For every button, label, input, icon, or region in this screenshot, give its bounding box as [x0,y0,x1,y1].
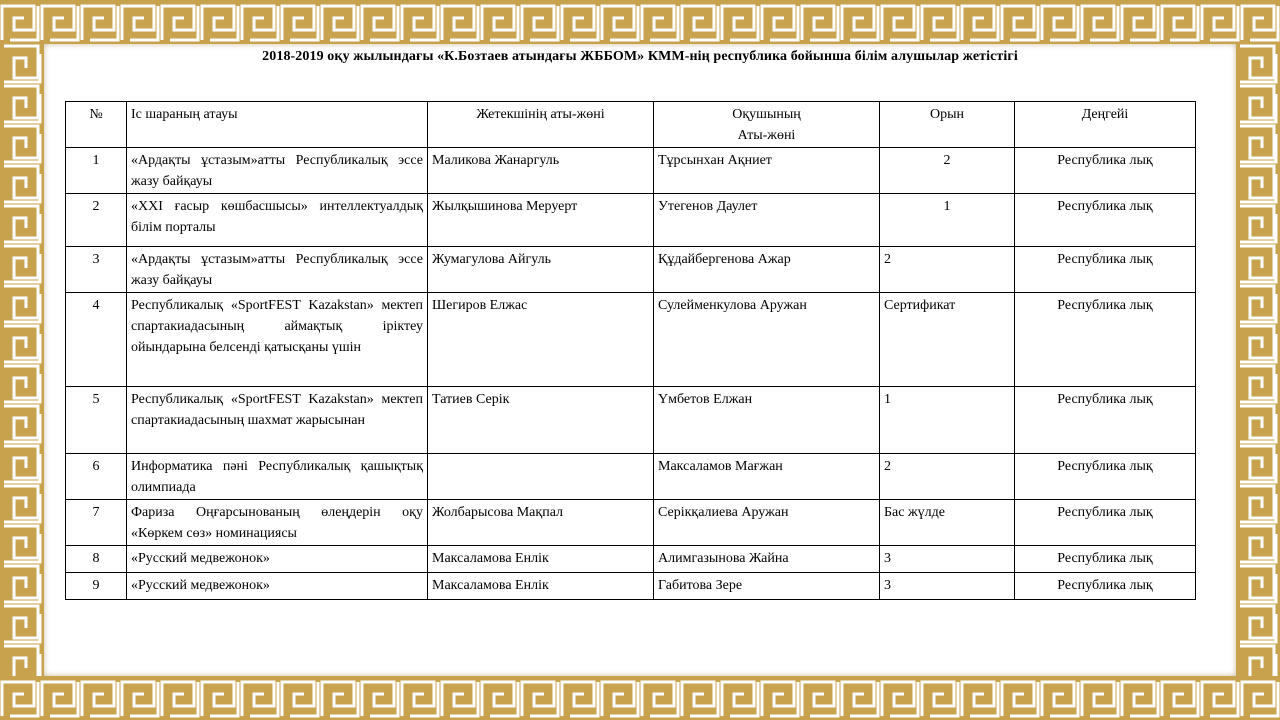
row-leader: Шегиров Елжас [428,293,654,387]
row-leader: Жылқышинова Меруерт [428,194,654,247]
row-leader: Максаламова Енлік [428,573,654,600]
page-title: 2018-2019 оқу жылындағы «К.Бозтаев атындағы ЖББОМ» КММ-нің республика бойынша білім алушылар жетістігі [262,49,1018,64]
table-row [66,194,1196,247]
row-number: 2 [66,194,127,247]
greek-key-border-icon [1236,44,1280,676]
row-number: 8 [66,546,127,573]
header-student-line1: Оқушының [732,107,801,122]
row-level: Республика лық [1015,148,1196,194]
row-number: 9 [66,573,127,600]
row-event: Фариза Оңғарсынованың өлеңдерін оқу «Көркем сөз» номинациясы [127,500,428,546]
row-event: «Русский медвежонок» [127,573,428,600]
row-number: 3 [66,247,127,293]
row-place: 2 [880,454,1015,500]
row-student: Сулейменкулова Аружан [654,293,880,387]
table-row [66,454,1196,500]
table-row [66,293,1196,387]
header-num: № [66,102,127,148]
row-place: Сертификат [880,293,1015,387]
row-event: «Русский медвежонок» [127,546,428,573]
border-left [0,44,44,676]
row-event: Информатика пәні Республикалық қашықтық олимпиада [127,454,428,500]
row-leader [428,454,654,500]
row-student: Құдайбергенова Ажар [654,247,880,293]
table-row [66,148,1196,194]
border-right [1236,44,1280,676]
row-event: «Ардақты ұстазым»атты Республикалық эссе жазу байқауы [127,148,428,194]
greek-key-border-icon [0,0,1280,44]
row-leader: Жумагулова Айгуль [428,247,654,293]
row-student: Тұрсынхан Ақниет [654,148,880,194]
row-level: Республика лық [1015,500,1196,546]
table-row [66,247,1196,293]
row-place: 2 [880,148,1015,194]
table-header-row [66,102,1196,148]
row-level: Республика лық [1015,247,1196,293]
achievements-table [65,101,1196,600]
row-student: Габитова Зере [654,573,880,600]
row-student: Утегенов Даулет [654,194,880,247]
row-level: Республика лық [1015,454,1196,500]
row-leader: Татиев Серік [428,387,654,454]
header-student [654,102,880,148]
header-level: Деңгейі [1015,102,1196,148]
greek-key-border-icon [0,676,1280,720]
row-event: Республикалық «SportFEST Kazakstan» мектеп спартакиадасының шахмат жарысынан [127,387,428,454]
header-place: Орын [880,102,1015,148]
row-leader: Маликова Жанаргуль [428,148,654,194]
row-place: 2 [880,247,1015,293]
border-top [0,0,1280,44]
table-row [66,500,1196,546]
row-event: «Ардақты ұстазым»атты Республикалық эссе жазу байқауы [127,247,428,293]
row-event: Республикалық «SportFEST Kazakstan» мектеп спартакиадасының аймақтық іріктеу ойындарына белсенді қатысқаны үшін [127,293,428,387]
row-number: 5 [66,387,127,454]
row-student: Алимгазынова Жайна [654,546,880,573]
border-bottom [0,676,1280,720]
row-leader: Максаламова Енлік [428,546,654,573]
table-row [66,573,1196,600]
row-place: 1 [880,387,1015,454]
table-row [66,387,1196,454]
row-leader: Жолбарысова Мақпал [428,500,654,546]
greek-key-border-icon [0,44,44,676]
row-number: 7 [66,500,127,546]
header-event: Іс шараның атауы [127,102,428,148]
row-place: Бас жүлде [880,500,1015,546]
row-level: Республика лық [1015,387,1196,454]
row-student: Максаламов Мағжан [654,454,880,500]
row-place: 3 [880,546,1015,573]
row-level: Республика лық [1015,546,1196,573]
row-place: 3 [880,573,1015,600]
row-student: Серікқалиева Аружан [654,500,880,546]
header-leader: Жетекшінің аты-жөні [428,102,654,148]
row-number: 6 [66,454,127,500]
row-place: 1 [880,194,1015,247]
row-level: Республика лық [1015,194,1196,247]
row-level: Республика лық [1015,293,1196,387]
row-event: «XXI ғасыр көшбасшысы» интеллектуалдық білім порталы [127,194,428,247]
header-student-line2: Аты-жөні [737,128,796,143]
row-level: Республика лық [1015,573,1196,600]
row-number: 1 [66,148,127,194]
row-student: Үмбетов Елжан [654,387,880,454]
table-row [66,546,1196,573]
row-number: 4 [66,293,127,387]
